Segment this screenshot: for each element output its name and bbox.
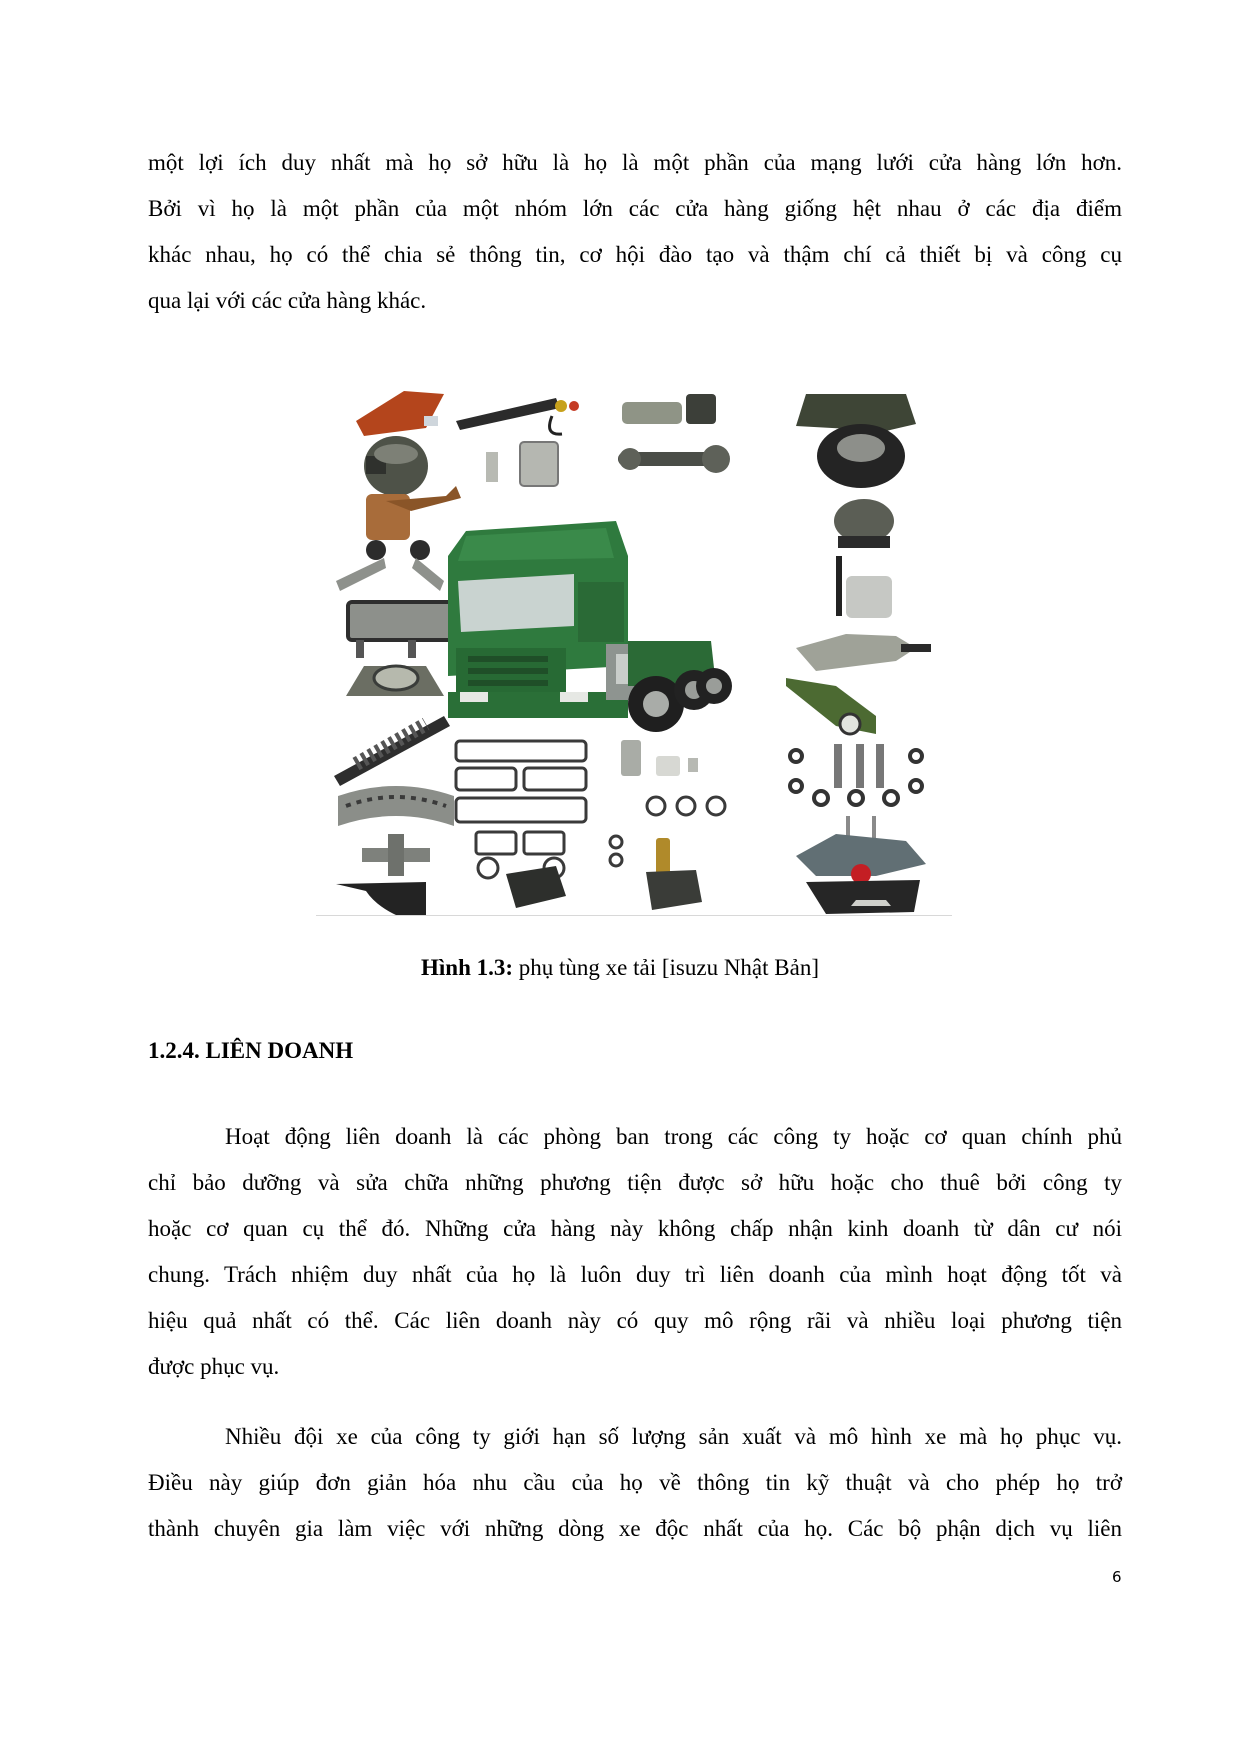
figure-caption-label: Hình 1.3:: [421, 955, 514, 980]
text-line: chung. Trách nhiệm duy nhất của họ là luôn duy trì liên doanh của mình hoạt động tốt và: [148, 1262, 1122, 1287]
text-line: thành chuyên gia làm việc với những dòng xe độc nhất của họ. Các bộ phận dịch vụ liên: [148, 1516, 1122, 1541]
page-number: 6: [1112, 1568, 1122, 1586]
figure-caption: [0, 955, 1240, 981]
section-heading: 1.2.4. LIÊN DOANH: [148, 1038, 354, 1063]
truck-parts-figure: [316, 386, 952, 916]
text-line: hiệu quả nhất có thể. Các liên doanh này có quy mô rộng rãi và nhiều loại phương tiện: [148, 1308, 1122, 1333]
text-line: chỉ bảo dưỡng và sửa chữa những phương tiện được sở hữu hoặc cho thuê bởi công ty: [148, 1170, 1122, 1195]
paragraph-joint-venture: [148, 1114, 1122, 1390]
paragraph-intro: [148, 140, 1122, 324]
text-line: Bởi vì họ là một phần của một nhóm lớn các cửa hàng giống hệt nhau ở các địa điểm: [148, 196, 1122, 221]
text-line: Điều này giúp đơn giản hóa nhu cầu của họ về thông tin kỹ thuật và cho phép họ trở: [148, 1470, 1122, 1495]
paragraph-fleet: [148, 1414, 1122, 1552]
text-line: hoặc cơ quan cụ thể đó. Những cửa hàng này không chấp nhận kinh doanh từ dân cư nói: [148, 1216, 1122, 1241]
text-line: Hoạt động liên doanh là các phòng ban trong các công ty hoặc cơ quan chính phủ: [225, 1124, 1122, 1149]
text-line: được phục vụ.: [148, 1354, 280, 1379]
figure-caption-text: phụ tùng xe tải [isuzu Nhật Bản]: [513, 955, 819, 980]
truck-parts-collage-image: [316, 386, 952, 916]
text-line: một lợi ích duy nhất mà họ sở hữu là họ là một phần của mạng lưới cửa hàng lớn hơn.: [148, 150, 1122, 175]
text-line: qua lại với các cửa hàng khác.: [148, 288, 427, 313]
text-line: khác nhau, họ có thể chia sẻ thông tin, cơ hội đào tạo và thậm chí cả thiết bị và công cụ: [148, 242, 1122, 267]
text-line: Nhiều đội xe của công ty giới hạn số lượng sản xuất và mô hình xe mà họ phục vụ.: [225, 1424, 1122, 1449]
